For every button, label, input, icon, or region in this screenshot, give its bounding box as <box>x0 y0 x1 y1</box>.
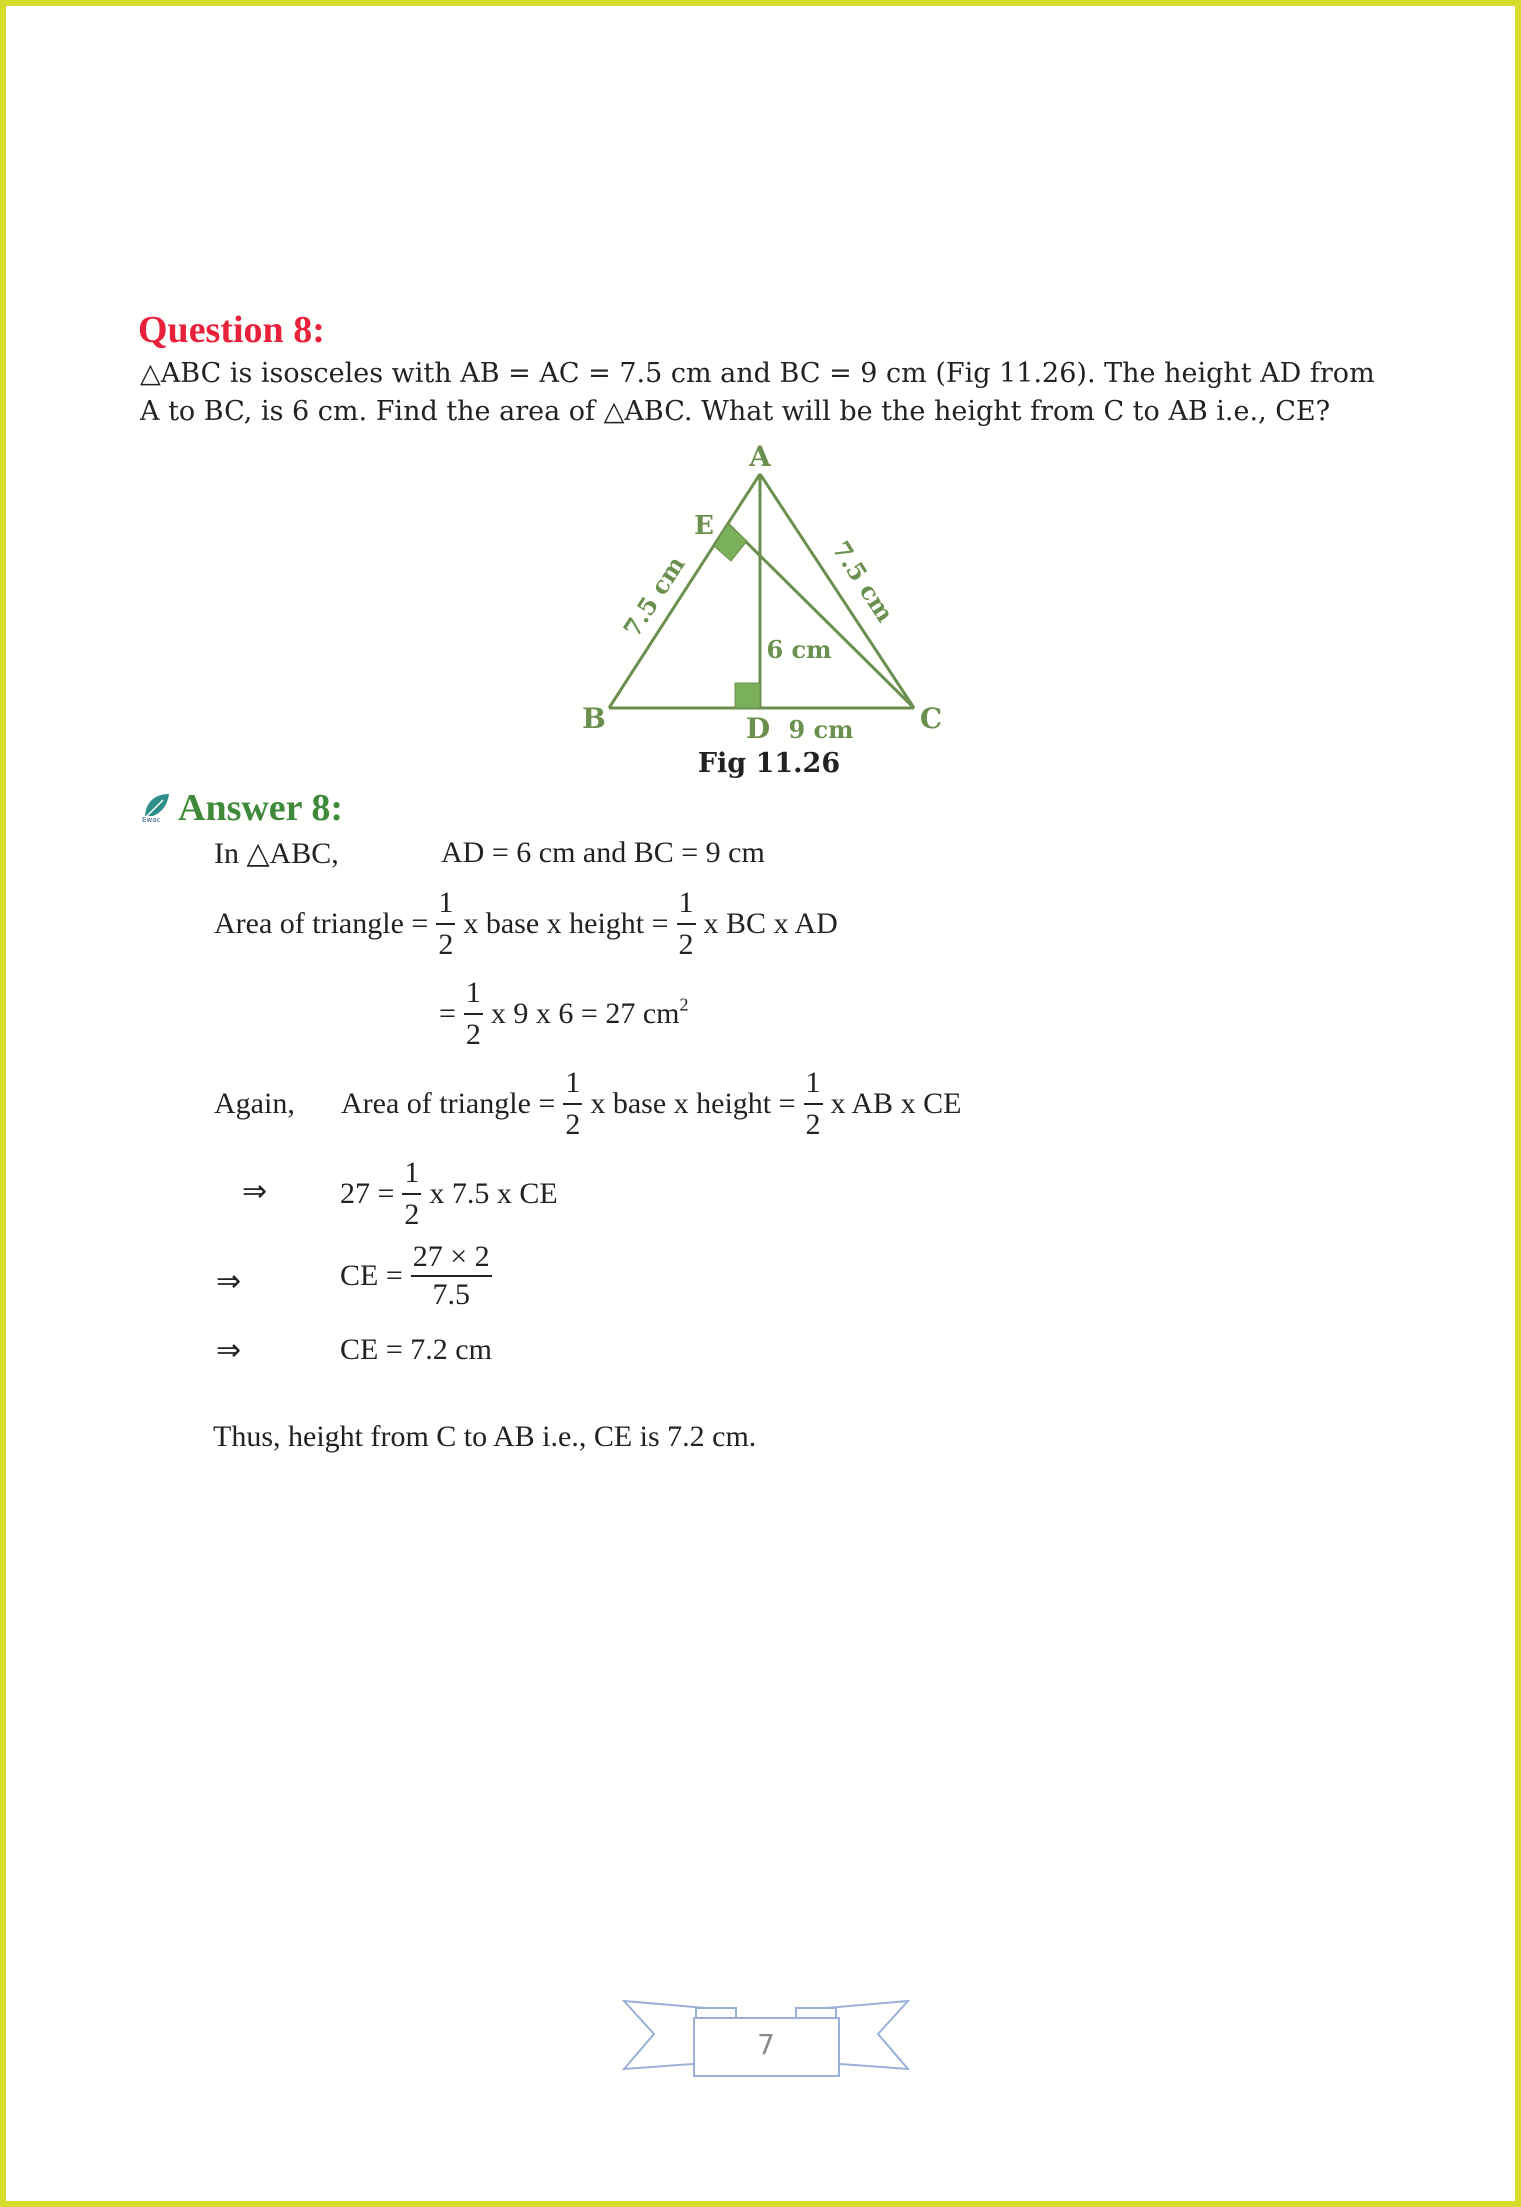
step-4-suffix: x AB x CE <box>830 1087 962 1120</box>
step-2-equation <box>214 888 838 960</box>
implies-arrow-icon: ⇒ <box>216 1265 242 1298</box>
vertex-e-label: E <box>694 511 714 541</box>
numerator: 1 <box>438 886 454 919</box>
right-angle-d-icon <box>735 683 760 708</box>
page-number: 7 <box>757 2028 775 2061</box>
side-ab <box>609 474 760 708</box>
numerator: 1 <box>678 886 694 919</box>
step-4-mid: x base x height = <box>590 1087 796 1120</box>
fraction <box>804 1068 823 1140</box>
label-ad: 6 cm <box>766 635 832 664</box>
side-ac <box>760 474 914 708</box>
denominator: 2 <box>678 928 694 961</box>
step-2-mid: x base x height = <box>463 907 669 940</box>
vertex-a-label: A <box>749 440 771 473</box>
step-5-equation <box>340 1158 558 1230</box>
step-3-prefix: = <box>439 997 456 1030</box>
superscript: 2 <box>679 994 689 1015</box>
denominator: 2 <box>565 1108 581 1141</box>
step-4-equation <box>214 1068 961 1140</box>
step-7-result: CE = 7.2 cm <box>340 1333 492 1366</box>
fraction <box>563 1068 582 1140</box>
denominator: 7.5 <box>432 1278 470 1311</box>
step-5-prefix: 27 = <box>340 1177 395 1210</box>
step-5-suffix: x 7.5 x CE <box>429 1177 558 1210</box>
denominator: 2 <box>438 928 454 961</box>
svg-text:Ewac: Ewac <box>142 816 161 824</box>
step-1-left: In △ABC, <box>214 837 339 870</box>
step-2-suffix: x BC x AD <box>703 907 838 940</box>
step-4-label: Again, <box>214 1087 295 1120</box>
implies-arrow-icon: ⇒ <box>242 1175 268 1208</box>
fraction <box>464 978 483 1050</box>
numerator: 1 <box>565 1066 581 1099</box>
vertex-c-label: C <box>919 702 943 735</box>
fraction <box>402 1158 421 1230</box>
right-angle-e-icon <box>714 524 747 561</box>
denominator: 2 <box>404 1198 420 1231</box>
figure-caption: Fig 11.26 <box>697 748 841 779</box>
numerator: 1 <box>805 1066 821 1099</box>
step-6-equation <box>340 1242 500 1310</box>
label-ac: 7.5 cm <box>826 535 900 628</box>
numerator: 27 × 2 <box>412 1240 490 1273</box>
fraction <box>436 888 455 960</box>
vertex-b-label: B <box>582 702 606 735</box>
label-bc: 9 cm <box>788 715 854 744</box>
denominator: 2 <box>465 1018 481 1051</box>
step-3-equation <box>439 978 689 1050</box>
step-3-suffix: x 9 x 6 = 27 cm <box>490 997 680 1030</box>
step-6-prefix: CE = <box>340 1259 403 1292</box>
numerator: 1 <box>404 1156 420 1189</box>
step-1-right: AD = 6 cm and BC = 9 cm <box>441 836 765 869</box>
fraction <box>411 1242 492 1310</box>
question-text-line-2: A to BC, is 6 cm. Find the area of △ABC. What will be the height from C to AB i.e., CE? <box>140 396 1331 427</box>
answer-heading: Answer 8: <box>178 787 344 829</box>
question-text-line-1: △ABC is isosceles with AB = AC = 7.5 cm and BC = 9 cm (Fig 11.26). The height AD from <box>140 358 1375 389</box>
vertex-d-label: D <box>745 712 771 745</box>
step-2-prefix: Area of triangle = <box>214 907 429 940</box>
leaf-logo-icon <box>139 792 173 824</box>
numerator: 1 <box>465 976 481 1009</box>
label-ab: 7.5 cm <box>617 550 691 643</box>
question-heading: Question 8: <box>138 309 325 351</box>
fraction <box>677 888 696 960</box>
implies-arrow-icon: ⇒ <box>216 1334 242 1367</box>
conclusion-text: Thus, height from C to AB i.e., CE is 7.2 cm. <box>213 1420 757 1453</box>
triangle-figure <box>566 431 966 751</box>
denominator: 2 <box>805 1108 821 1141</box>
step-4-prefix: Area of triangle = <box>341 1087 556 1120</box>
